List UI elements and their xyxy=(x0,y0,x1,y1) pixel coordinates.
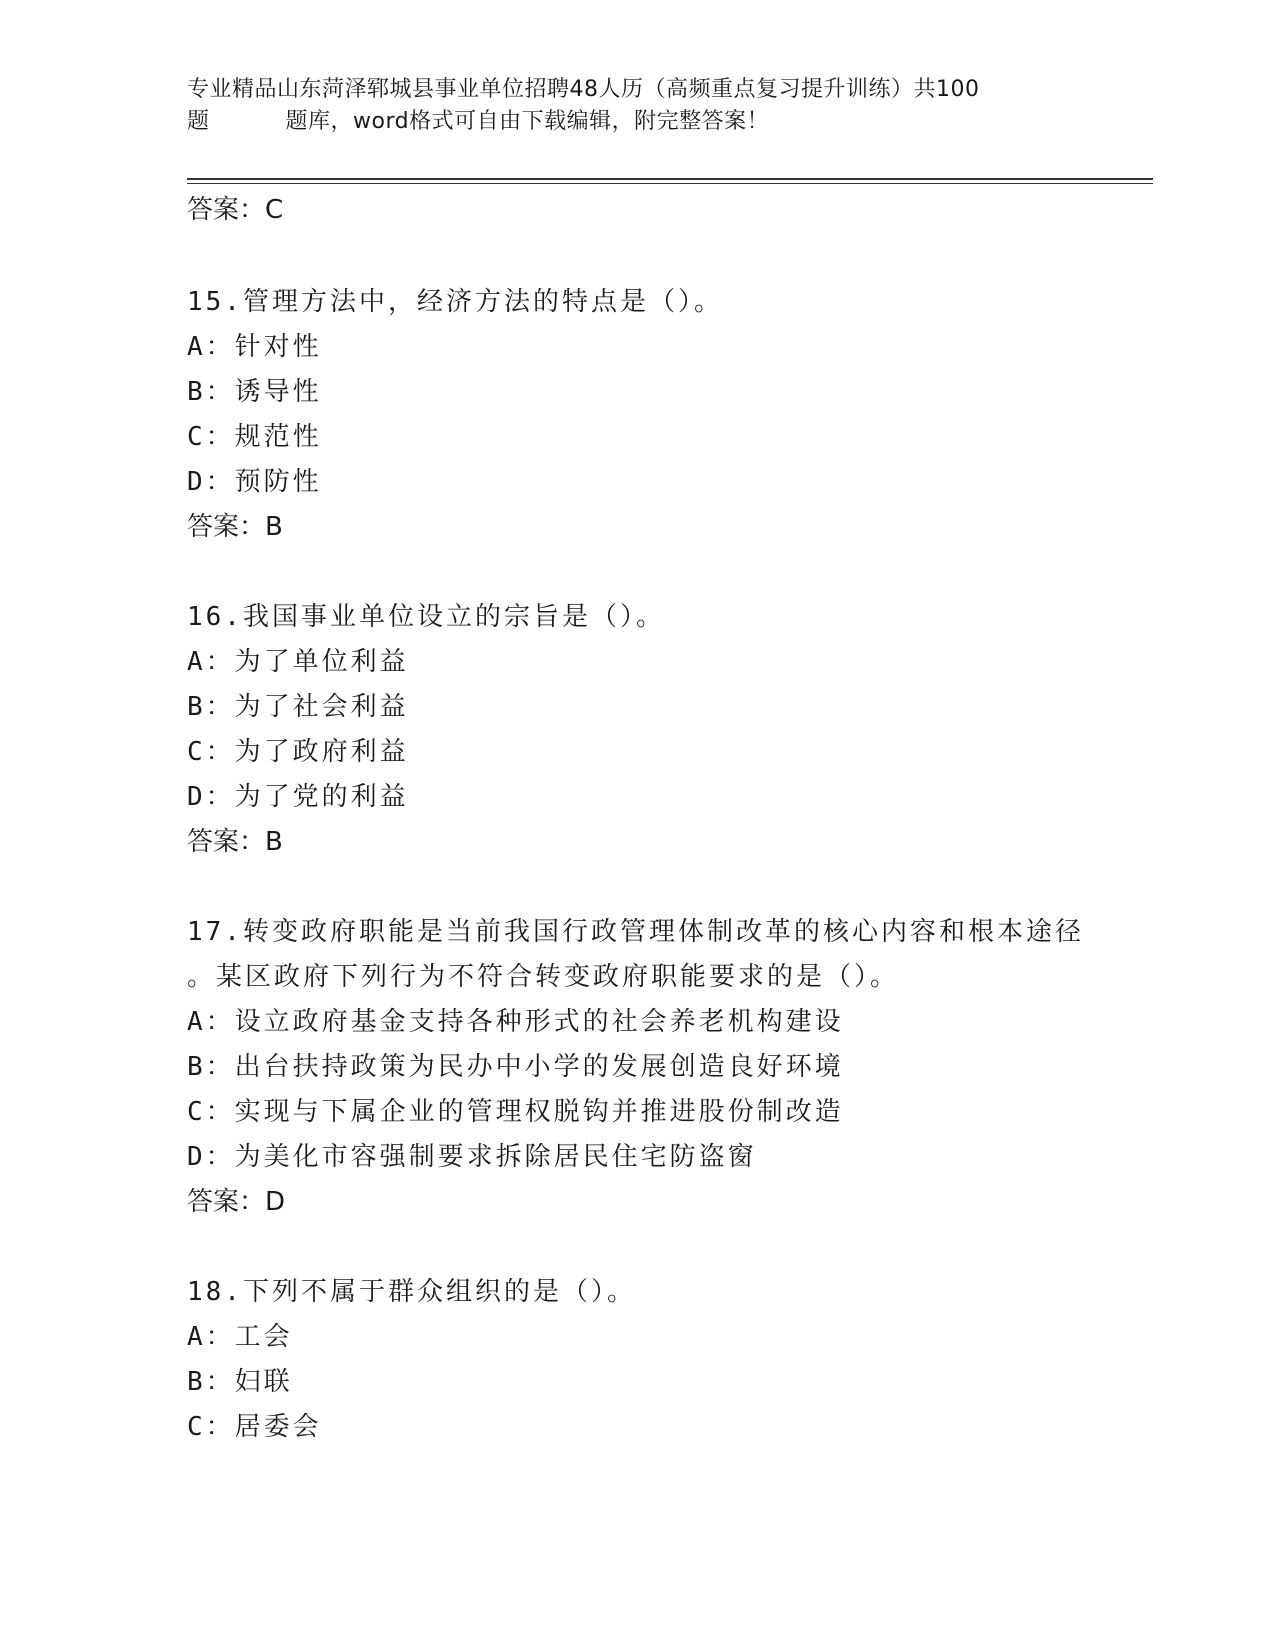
option-d: D：为美化市容强制要求拆除居民住宅防盗窗 xyxy=(187,1142,757,1172)
question-text-line1: 17.转变政府职能是当前我国行政管理体制改革的核心内容和根本途径 xyxy=(187,917,1084,947)
document-header xyxy=(187,74,1067,138)
question-text: 15.管理方法中，经济方法的特点是（）。 xyxy=(187,287,723,317)
question-text-line2: 。某区政府下列行为不符合转变政府职能要求的是（）。 xyxy=(187,962,900,992)
header-divider-thin xyxy=(187,183,1153,184)
question-15 xyxy=(187,280,1087,550)
option-b: B：诱导性 xyxy=(187,377,322,407)
header-title-line2-left: 题 xyxy=(187,109,210,134)
option-d: D：预防性 xyxy=(187,467,322,497)
option-d: D：为了党的利益 xyxy=(187,782,409,812)
option-a: A：设立政府基金支持各种形式的社会养老机构建设 xyxy=(187,1007,844,1037)
question-text: 16.我国事业单位设立的宗旨是（）。 xyxy=(187,602,665,632)
answer: 答案：B xyxy=(187,512,283,542)
question-text: 18.下列不属于群众组织的是（）。 xyxy=(187,1277,636,1307)
option-a: A：针对性 xyxy=(187,332,322,362)
header-title-line1: 专业精品山东菏泽郓城县事业单位招聘48人历（高频重点复习提升训练）共100 xyxy=(187,77,980,102)
option-c: C：为了政府利益 xyxy=(187,737,409,767)
answer: 答案：B xyxy=(187,827,283,857)
header-title-line2-right: 题库，word格式可自由下载编辑，附完整答案！ xyxy=(285,109,770,134)
question-list xyxy=(187,188,1087,1450)
header-title-line2 xyxy=(187,106,1067,138)
header-divider-thick xyxy=(187,178,1153,180)
option-c: C：实现与下属企业的管理权脱钩并推进股份制改造 xyxy=(187,1097,844,1127)
option-a: A：为了单位利益 xyxy=(187,647,409,677)
option-c: C：规范性 xyxy=(187,422,322,452)
answer: 答案：D xyxy=(187,1187,286,1217)
option-b: B：出台扶持政策为民办中小学的发展创造良好环境 xyxy=(187,1052,844,1082)
option-b: B：妇联 xyxy=(187,1367,293,1397)
question-18 xyxy=(187,1270,1087,1450)
question-17 xyxy=(187,910,1087,1225)
previous-answer: 答案：C xyxy=(187,195,284,225)
option-a: A：工会 xyxy=(187,1322,293,1352)
question-16 xyxy=(187,595,1087,865)
option-c: C：居委会 xyxy=(187,1412,322,1442)
option-b: B：为了社会利益 xyxy=(187,692,409,722)
